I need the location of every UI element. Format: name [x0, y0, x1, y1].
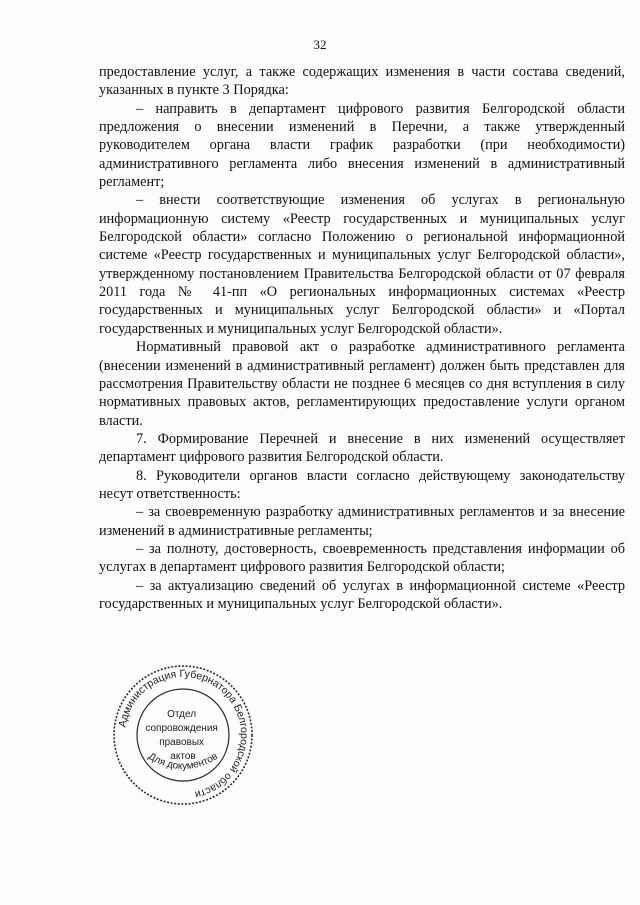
official-stamp: [112, 664, 254, 806]
paragraph-send-proposals: – направить в департамент цифрового развития Белгородской области предложения о внесении изменений в Перечни, а также утвержденный руководителем органа власти график разработки (при необходимости) административного регламента либо внесения изменений в административный регламент;: [99, 100, 625, 191]
paragraph-responsibility-update: – за актуализацию сведений об услугах в информационной системе «Реестр государственных и муниципальных услуг Белгородской области».: [99, 577, 625, 612]
stamp-bottom-text: Для документов: [146, 750, 220, 773]
paragraph-regulation-deadline: Нормативный правовой акт о разработке административного регламента (внесении изменений в административный регламент) должен быть представлен для рассмотрения Правительству области не позднее 6 месяцев со дня вступления в силу нормативных правовых актов, регламентирующих предоставление услуги органом власти.: [99, 339, 625, 429]
paragraph-responsibility-completeness: – за полноту, достоверность, своевременность представления информации об услугах в департамент цифрового развития Белгородской области;: [99, 540, 625, 576]
document-body: [99, 63, 625, 613]
paragraph-responsibility-timely: – за своевременную разработку административных регламентов и за внесение изменений в административные регламенты;: [99, 504, 625, 539]
paragraph-item-8: 8. Руководители органов власти согласно действующему законодательству несут ответственность:: [99, 467, 625, 502]
stamp-seal-graphic: [112, 664, 254, 806]
paragraph-item-7: 7. Формирование Перечней и внесение в них изменений осуществляет департамент цифрового развития Белгородской области.: [99, 430, 625, 466]
page-number: 32: [313, 37, 327, 52]
stamp-center-text: Отдел сопровождения правовых актов: [145, 709, 218, 762]
paragraph-registry-changes: – внести соответствующие изменения об услугах в региональную информационную систему «Реестр государственных и муниципальных услуг Белгородской области» согласно Положению о региональной информационной системе «Реестр государственных и муниципальных услуг Белгородской области», утвержденному постановлением Правительства Белгородской области от 07 февраля 2011 года № 41-пп «О региональных информационных системах «Реестр государственных и муниципальных услуг Белгородской области» и «Портал государственных и муниципальных услуг Белгородской области».: [99, 192, 625, 337]
stamp-ring-text: Администрация Губернатора Белгородской области: [116, 667, 251, 801]
paragraph-continuation: предоставление услуг, а также содержащих изменения в части состава сведений, указанных в пункте 3 Порядка:: [99, 64, 625, 99]
